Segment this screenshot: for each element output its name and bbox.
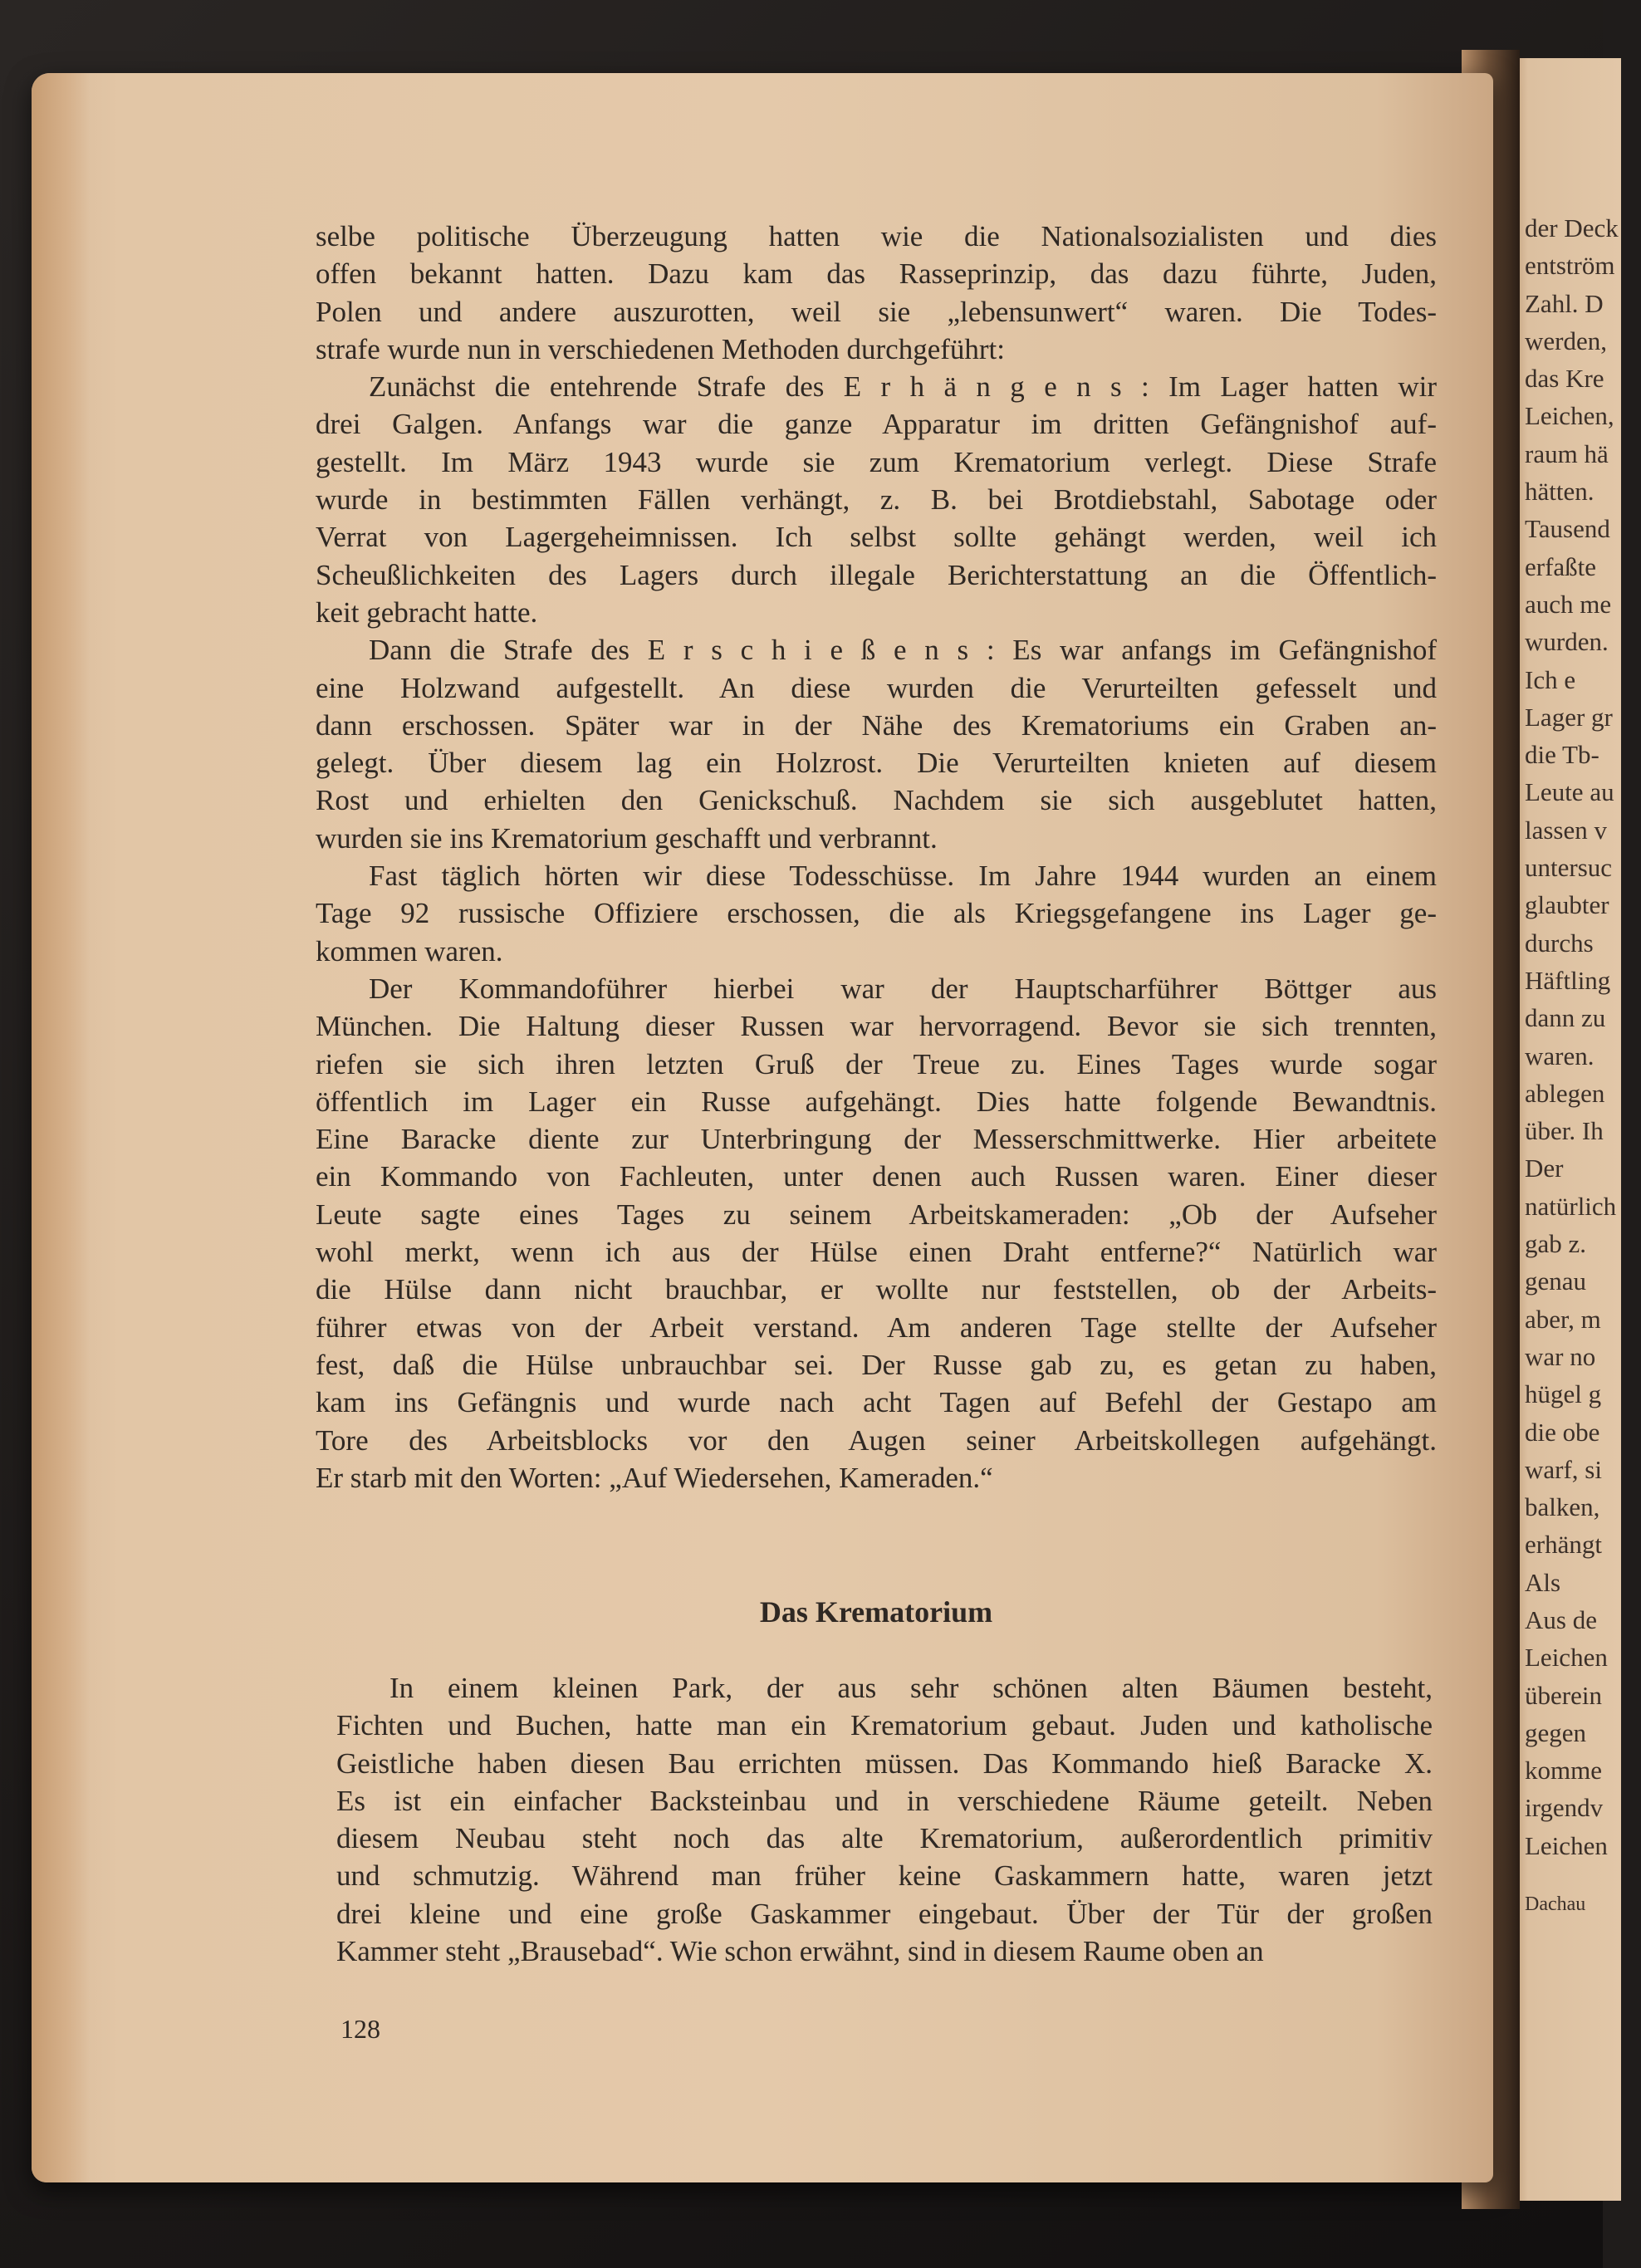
right-page-line: Als (1525, 1567, 1561, 1597)
right-page-line: werden, (1525, 326, 1607, 355)
text-line: Kammer steht „Brausebad“. Wie schon erwähnt, sind in diesem Raume oben an (336, 1935, 1264, 1968)
right-page-line: lassen v (1525, 815, 1608, 845)
right-page-line: wurden. (1525, 627, 1609, 657)
right-page-line: das Kre (1525, 364, 1604, 394)
text-line: wurden sie ins Krematorium geschafft und verbrannt. (316, 821, 938, 855)
text-line: führer etwas von der Arbeit verstand. Am anderen Tage stellte der Aufseher (316, 1310, 1437, 1344)
right-page-text (1525, 209, 1641, 1923)
right-page-line: Leute au (1525, 777, 1614, 807)
text-line: In einem kleinen Park, der aus sehr schönen alten Bäumen besteht, (389, 1672, 1433, 1704)
right-page-line: Leichen (1525, 1643, 1608, 1673)
right-page-line: gab z. (1525, 1229, 1587, 1259)
right-page-line: ablegen (1525, 1078, 1605, 1108)
text-line: diesem Neubau steht noch das alte Krematorium, außerordentlich primitiv (336, 1822, 1433, 1855)
text-line: selbe politische Überzeugung hatten wie die Nationalsozialisten und dies (316, 220, 1437, 252)
right-page-line: warf, si (1525, 1454, 1602, 1484)
text-line: gestellt. Im März 1943 wurde sie zum Krematorium verlegt. Diese Strafe (316, 445, 1437, 478)
text-line: strafe wurde nun in verschiedenen Methoden durchgeführt: (316, 332, 1005, 365)
right-page-line: hügel g (1525, 1379, 1602, 1409)
right-page-line: untersuc (1525, 853, 1613, 883)
right-page-line: durchs (1525, 928, 1594, 958)
text-line: öffentlich im Lager ein Russe aufgehängt. Dies hatte folgende Bewandtnis. (316, 1085, 1437, 1118)
text-line: Verrat von Lagergeheimnissen. Ich selbst sollte gehängt werden, weil ich (316, 521, 1437, 554)
right-page-line: hätten. (1525, 477, 1594, 507)
text-line: fest, daß die Hülse unbrauchbar sei. Der Russe gab zu, es getan zu haben, (316, 1348, 1437, 1381)
page-edge (32, 73, 90, 2182)
text-line: Leute sagte eines Tages zu seinem Arbeitskameraden: „Ob der Aufseher (316, 1198, 1437, 1231)
text-line: und schmutzig. Während man früher keine Gaskammern hatte, waren jetzt (336, 1859, 1433, 1893)
text-line: riefen sie sich ihren letzten Gruß der Treue zu. Eines Tages wurde sogar (316, 1047, 1437, 1080)
text-line: Fichten und Buchen, hatte man ein Krematorium gebaut. Juden und katholische (336, 1709, 1433, 1742)
right-page-line: war no (1525, 1341, 1596, 1371)
right-page-line: Der (1525, 1154, 1564, 1183)
text-line: dann erschossen. Später war in der Nähe des Krematoriums ein Graben an- (316, 708, 1437, 742)
text-line: wohl merkt, wenn ich aus der Hülse einen Draht entferne?“ Natürlich war (316, 1236, 1437, 1269)
right-page-line: erhängt (1525, 1530, 1602, 1560)
right-page-line: die Tb- (1525, 740, 1599, 770)
text-line: eine Holzwand aufgestellt. An diese wurden die Verurteilten gefesselt und (316, 671, 1437, 704)
right-page-line: überein (1525, 1680, 1602, 1710)
right-page-line: Aus de (1525, 1604, 1597, 1634)
section-heading: Das Krematorium (759, 1595, 993, 1629)
text-line: Tage 92 russische Offiziere erschossen, die als Kriegsgefangene ins Lager ge- (316, 897, 1437, 930)
right-page-line: waren. (1525, 1041, 1594, 1070)
text-line: Es ist ein einfacher Backsteinbau und in verschiedene Räume geteilt. Neben (336, 1784, 1433, 1817)
text-line: ein Kommando von Fachleuten, unter denen auch Russen waren. Einer dieser (316, 1160, 1437, 1193)
krematorium-text-block (336, 1669, 1433, 1970)
right-page-line: dann zu (1525, 1003, 1606, 1033)
right-page-line: Leichen (1525, 1830, 1608, 1860)
text-line: München. Die Haltung dieser Russen war hervorragend. Bevor sie sich trennten, (316, 1010, 1437, 1043)
right-page-line: entström (1525, 251, 1615, 281)
right-page-line: erfaßte (1525, 551, 1597, 581)
text-line: Der Kommandoführer hierbei war der Hauptscharführer Böttger aus (369, 972, 1437, 1005)
text-line: Scheußlichkeiten des Lagers durch illegale Berichterstattung an die Öffentlich- (316, 558, 1437, 591)
right-page-line: Ich e (1525, 664, 1576, 694)
text-line: keit gebracht hatte. (316, 595, 538, 629)
right-page-line: komme (1525, 1756, 1602, 1785)
right-page-line: Leichen, (1525, 401, 1614, 431)
text-line: drei Galgen. Anfangs war die ganze Apparatur im dritten Gefängnishof auf- (316, 408, 1437, 441)
text-line: Dann die Strafe des E r s c h i e ß e n s : Es war anfangs im Gefängnishof (369, 634, 1437, 667)
right-page-line: die obe (1525, 1417, 1600, 1447)
right-page-line: Tausend (1525, 514, 1610, 544)
text-line: Er starb mit den Worten: „Auf Wiedersehen, Kameraden.“ (316, 1461, 993, 1494)
right-page-line: raum hä (1525, 438, 1609, 468)
right-page-line: über. Ih (1525, 1116, 1604, 1146)
right-page-line: aber, m (1525, 1304, 1601, 1334)
text-line: kam ins Gefängnis und wurde nach acht Tagen auf Befehl der Gestapo am (316, 1386, 1437, 1419)
right-page-line: Zahl. D (1525, 288, 1604, 318)
text-line: Tore des Arbeitsblocks vor den Augen seiner Arbeitskollegen aufgehängt. (316, 1423, 1437, 1457)
right-page-line: gegen (1525, 1717, 1587, 1747)
text-line: Polen und andere auszurotten, weil sie „lebensunwert“ waren. Die Todes- (316, 295, 1437, 328)
right-page-line: der Deck (1525, 213, 1619, 242)
text-line: Zunächst die entehrende Strafe des E r h ä n g e n s : Im Lager hatten wir (369, 370, 1437, 404)
text-line: kommen waren. (316, 934, 503, 967)
text-line: gelegt. Über diesem lag ein Holzrost. Die Verurteilten knieten auf diesem (316, 747, 1437, 780)
text-line: drei kleine und eine große Gaskammer eingebaut. Über der Tür der großen (336, 1897, 1433, 1930)
right-page-line: auch me (1525, 589, 1612, 619)
right-page-line: Häftling (1525, 965, 1611, 995)
text-line: offen bekannt hatten. Dazu kam das Rasseprinzip, das dazu führte, Juden, (316, 257, 1437, 291)
right-page-line: natürlich (1525, 1191, 1617, 1221)
main-text-block (316, 218, 1437, 1496)
page-number: 128 (340, 2014, 380, 2044)
text-line: Geistliche haben diesen Bau errichten müssen. Das Kommando hieß Baracke X. (336, 1746, 1433, 1780)
text-line: wurde in bestimmten Fällen verhängt, z. B. bei Brotdiebstahl, Sabotage oder (316, 483, 1437, 517)
text-line: Fast täglich hörten wir diese Todesschüsse. Im Jahre 1944 wurden an einem (369, 860, 1437, 893)
right-page-line: glaubter (1525, 890, 1609, 920)
right-page-line: Lager gr (1525, 702, 1613, 732)
right-page (1505, 58, 1621, 2201)
right-page-line: irgendv (1525, 1793, 1604, 1823)
right-page-line: genau (1525, 1266, 1587, 1296)
text-line: Rost und erhielten den Genickschuß. Nachdem sie sich ausgeblutet hatten, (316, 784, 1437, 817)
text-line: Eine Baracke diente zur Unterbringung der Messerschmittwerke. Hier arbeitete (316, 1123, 1437, 1156)
right-page-line: balken, (1525, 1492, 1600, 1522)
text-line: die Hülse dann nicht brauchbar, er wollte nur feststellen, ob der Arbeits- (316, 1273, 1437, 1306)
right-page-footer: Dachau (1525, 1893, 1586, 1916)
